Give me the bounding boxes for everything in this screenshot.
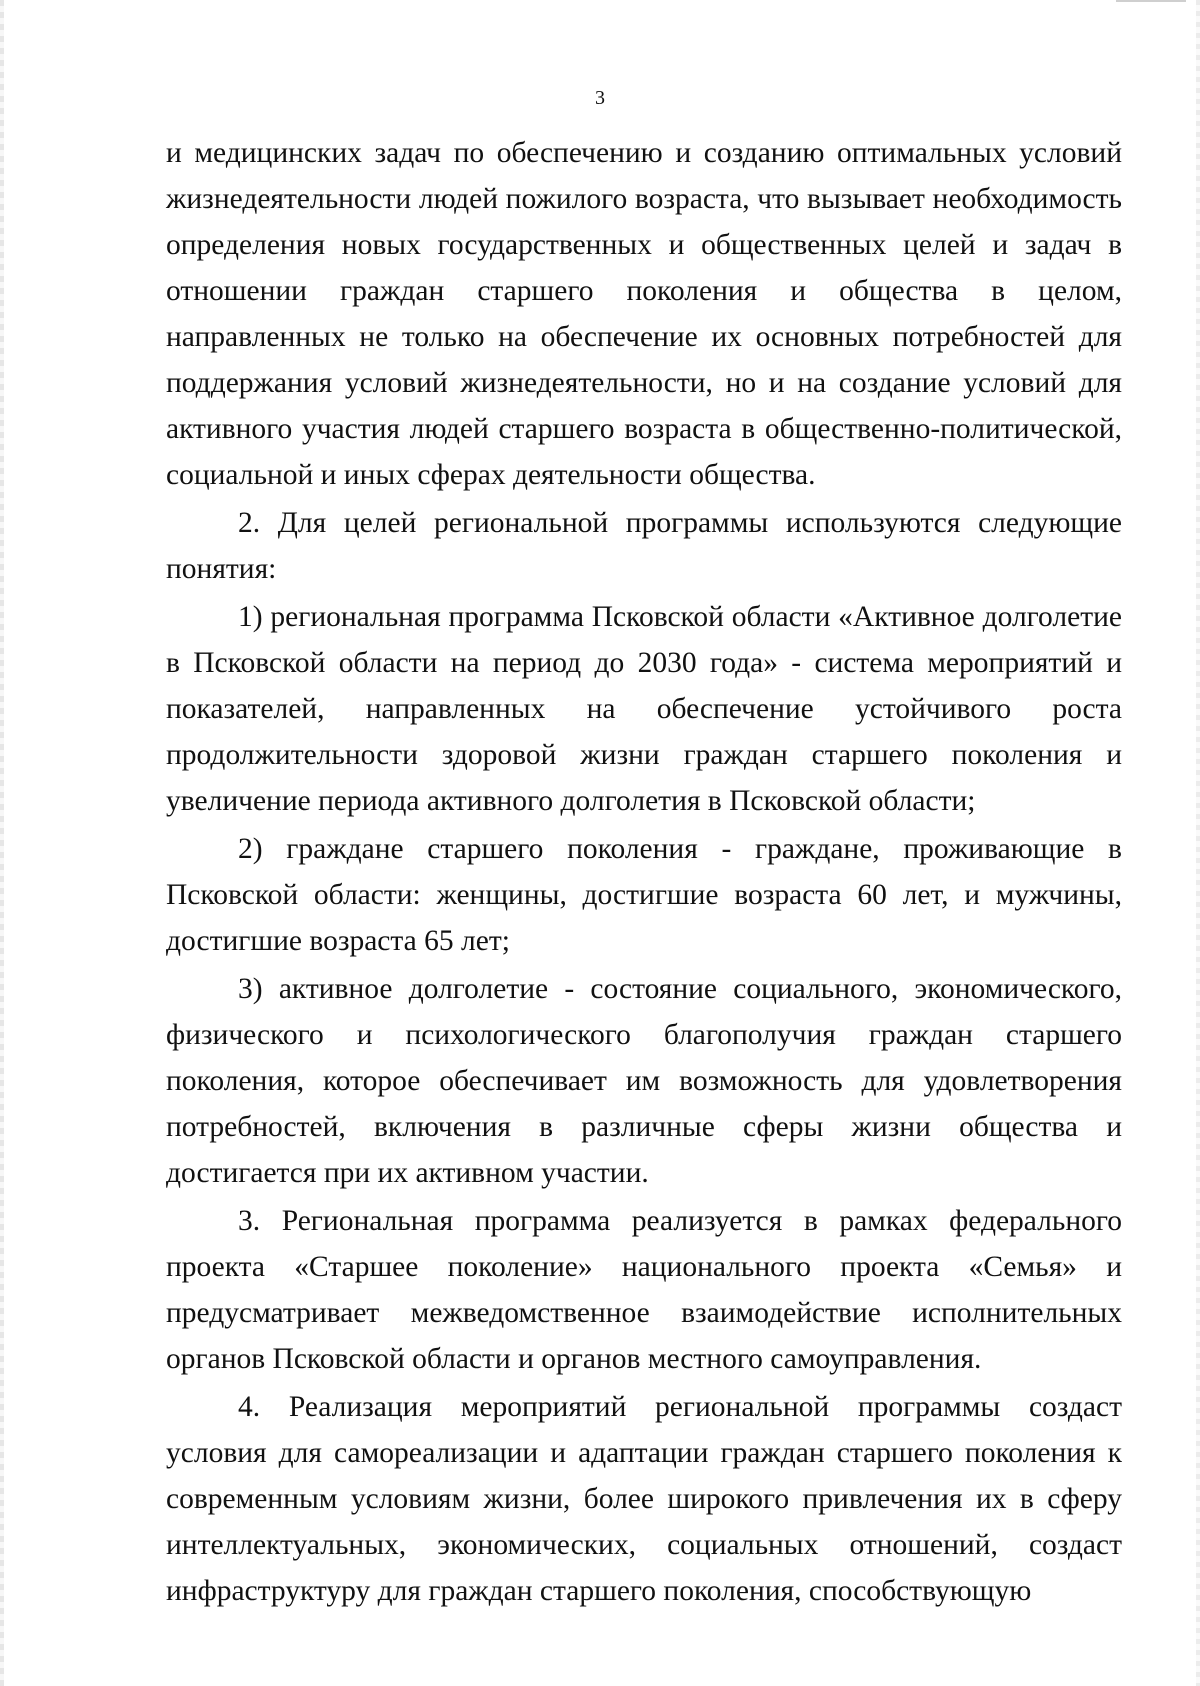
scan-mark-top [1116,0,1186,2]
scan-edge-right [1196,0,1200,1686]
paragraph-definition-1: 1) региональная программа Псковской области «Активное долголетие в Псковской области на период до 2030 года» - система мероприятий и показателей, направленных на обеспечение устойчивого роста продолжительности здоровой жизни граждан старшего поколения и увеличение периода активного долголетия в Псковской области; [166,601,1122,817]
paragraph-definition-2: 2) граждане старшего поколения - граждане, проживающие в Псковской области: женщины, достигшие возраста 60 лет, и мужчины, достигшие возраста 65 лет; [166,833,1122,957]
document-body [166,130,1122,1614]
paragraph-definition-3: 3) активное долголетие - состояние социального, экономического, физического и психологического благополучия граждан старшего поколения, которое обеспечивает им возможность для удовлетворения потребностей, включения в различные сферы жизни общества и достигается при их активном участии. [166,973,1122,1189]
scan-edge-left [0,0,4,1686]
paragraph-item-3: 3. Региональная программа реализуется в рамках федерального проекта «Старшее поколение» национального проекта «Семья» и предусматривает межведомственное взаимодействие исполнительных органов Псковской области и органов местного самоуправления. [166,1205,1122,1375]
paragraph-continuation: и медицинских задач по обеспечению и созданию оптимальных условий жизнедеятельности людей пожилого возраста, что вызывает необходимость определения новых государственных и общественных целей и задач в отношении граждан старшего поколения и общества в целом, направленных не только на обеспечение их основных потребностей для поддержания условий жизнедеятельности, но и на создание условий для активного участия людей старшего возраста в общественно-политической, социальной и иных сферах деятельности общества. [166,137,1122,491]
paragraph-item-2: 2. Для целей региональной программы используются следующие понятия: [166,507,1122,585]
paragraph-item-4: 4. Реализация мероприятий региональной программы создаст условия для самореализации и адаптации граждан старшего поколения к современным условиям жизни, более широкого привлечения их в сферу интеллектуальных, экономических, социальных отношений, создаст инфраструктуру для граждан старшего поколения, способствующую [166,1391,1122,1607]
page-number: 3 [595,87,605,109]
